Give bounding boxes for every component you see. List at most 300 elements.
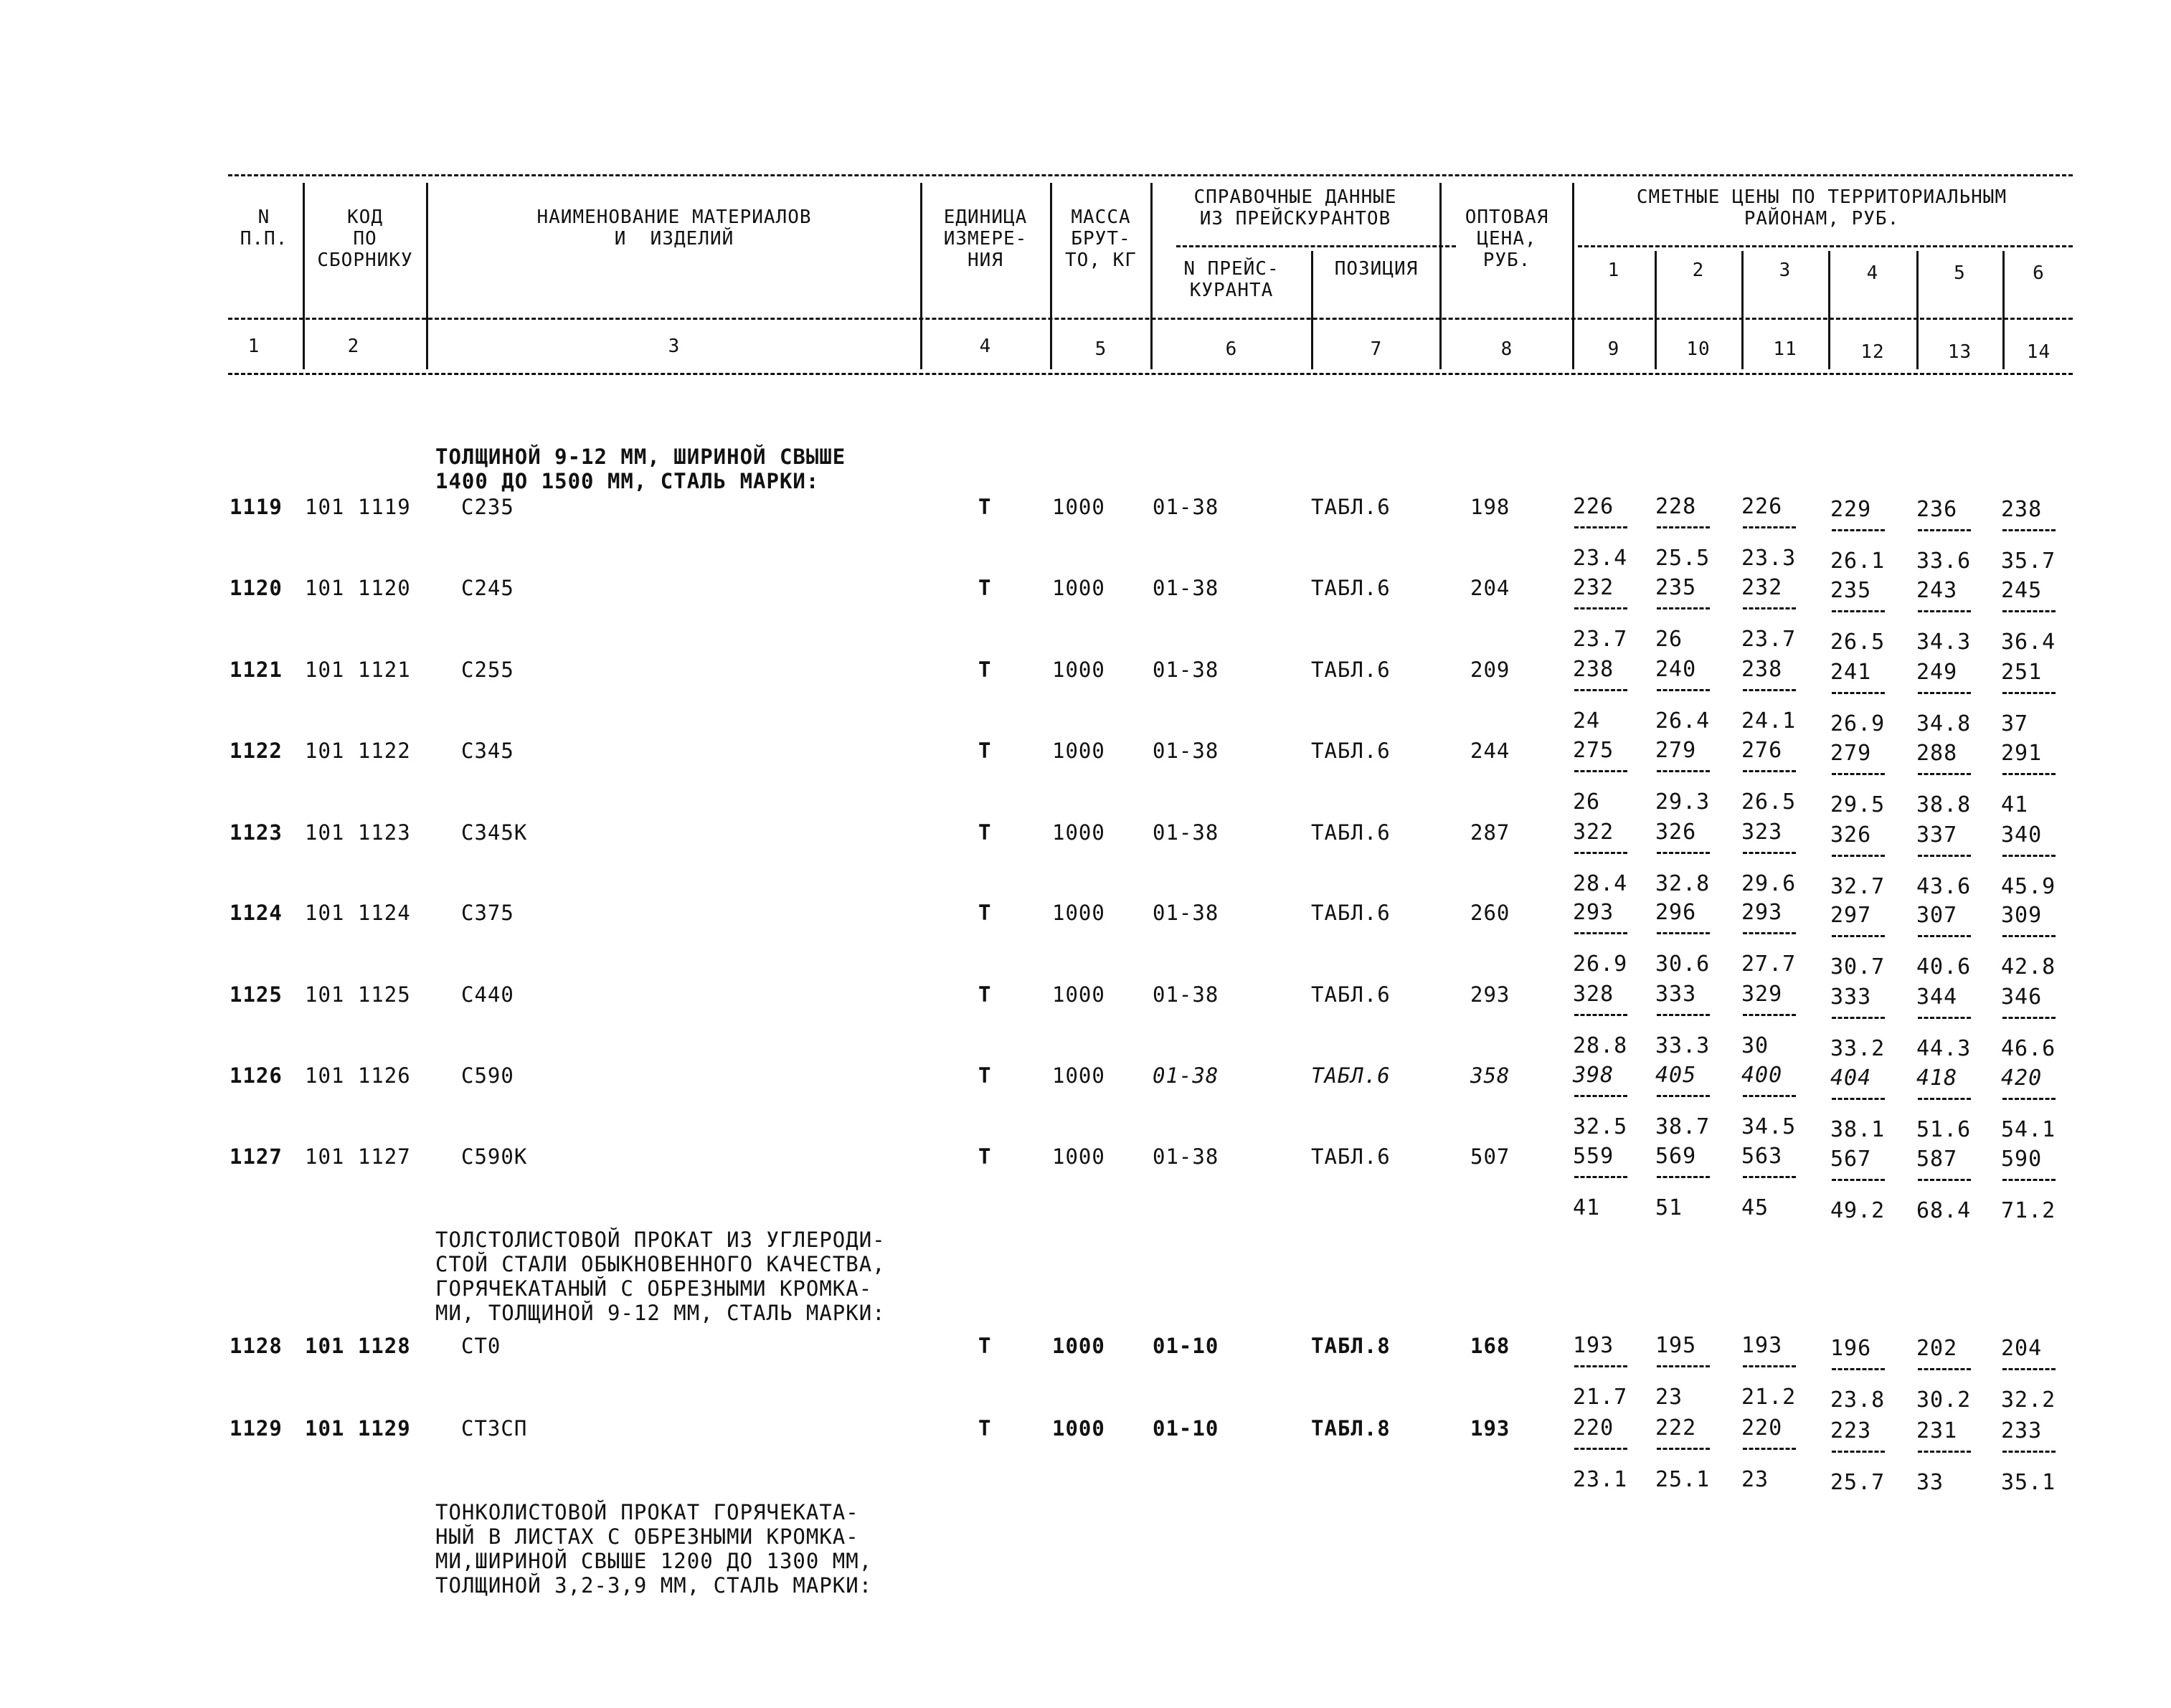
transport-region-5: 44.3 [1916, 1036, 1972, 1061]
colnum-8: 8 [1500, 338, 1513, 360]
row-wholesale: 193 [1470, 1416, 1510, 1441]
row-wholesale: 168 [1470, 1334, 1510, 1358]
price-region-5: 337 [1916, 822, 1958, 848]
price-region-1: 275 [1573, 738, 1614, 763]
price-region-1: 193 [1573, 1333, 1614, 1358]
fraction-line [1574, 852, 1627, 854]
row-number: 1121 [230, 658, 283, 682]
fraction-line [1743, 1095, 1796, 1097]
fraction-line [1657, 1176, 1710, 1178]
price-region-1: 322 [1573, 820, 1614, 845]
row-name: СТ3СП [461, 1416, 528, 1441]
price-region-4: 333 [1830, 985, 1872, 1010]
transport-region-3: 21.2 [1741, 1385, 1797, 1410]
price-sub-rule [1578, 245, 2073, 247]
row-mass: 1000 [1052, 901, 1105, 925]
transport-region-5: 51.6 [1916, 1117, 1972, 1142]
section-heading-2: ТОЛСТОЛИСТОВОЙ ПРОКАТ ИЗ УГЛЕРОДИ- СТОЙ СТАЛИ ОБЫКНОВЕННОГО КАЧЕСТВА, ГОРЯЧЕКАТАНЫЙ С ОБРЕЗНЫМИ КРОМКА- МИ, ТОЛЩИНОЙ 9-12 ММ, СТАЛЬ МАРКИ: [435, 1228, 886, 1325]
transport-region-1: 26 [1573, 789, 1601, 815]
row-position: ТАБЛ.6 [1311, 576, 1391, 600]
fraction-line [2002, 692, 2056, 694]
price-region-4: 229 [1830, 497, 1872, 522]
fraction-line [1657, 1095, 1710, 1097]
header-col5: МАССА БРУТ- ТО, КГ [1065, 207, 1137, 271]
price-region-1: 232 [1573, 575, 1614, 600]
fraction-line [1743, 1176, 1796, 1178]
transport-region-4: 29.5 [1830, 792, 1886, 817]
colnum-1: 1 [247, 336, 260, 357]
row-name: С590 [461, 1063, 514, 1088]
fraction-line [1574, 1176, 1627, 1178]
fraction-line [1832, 1098, 1885, 1100]
row-position: ТАБЛ.6 [1311, 495, 1391, 519]
fraction-line [2002, 1368, 2056, 1370]
row-position: ТАБЛ.8 [1311, 1416, 1391, 1441]
row-number: 1127 [230, 1144, 283, 1169]
fraction-line [1657, 932, 1710, 934]
row-number: 1129 [230, 1416, 283, 1441]
price-region-6: 340 [2001, 822, 2043, 848]
colnum-6: 6 [1225, 338, 1238, 360]
header-price-group: СМЕТНЫЕ ЦЕНЫ ПО ТЕРРИТОРИАЛЬНЫМ РАЙОНАМ, РУБ. [1636, 186, 2007, 229]
row-price-list: 01-38 [1153, 982, 1219, 1007]
fraction-line [2002, 1179, 2056, 1181]
fraction-line [1657, 852, 1710, 854]
transport-region-6: 45.9 [2001, 874, 2056, 899]
fraction-line [1832, 935, 1885, 937]
row-number: 1126 [230, 1063, 283, 1088]
transport-region-3: 23.7 [1741, 627, 1797, 652]
price-region-3: 563 [1741, 1144, 1783, 1169]
row-price-list: 01-38 [1153, 901, 1219, 925]
fraction-line [1743, 1365, 1796, 1367]
price-region-1: 220 [1573, 1415, 1614, 1441]
fraction-line [1918, 692, 1971, 694]
price-region-4: 326 [1830, 822, 1872, 848]
transport-region-2: 38.7 [1655, 1114, 1711, 1139]
row-position: ТАБЛ.6 [1311, 739, 1391, 763]
price-region-2: 279 [1655, 738, 1697, 763]
fraction-line [1743, 852, 1796, 854]
fraction-line [1574, 770, 1627, 772]
transport-region-2: 51 [1655, 1195, 1683, 1220]
fraction-line [1574, 1014, 1627, 1016]
transport-region-4: 25.7 [1830, 1470, 1886, 1495]
price-region-4: 241 [1830, 660, 1872, 685]
transport-region-3: 34.5 [1741, 1114, 1797, 1139]
transport-region-5: 34.3 [1916, 630, 1972, 655]
transport-region-1: 28.8 [1573, 1033, 1628, 1058]
fraction-line [1743, 1014, 1796, 1016]
row-name: СТ0 [461, 1334, 501, 1358]
transport-region-2: 26 [1655, 627, 1683, 652]
row-mass: 1000 [1052, 576, 1105, 600]
row-mass: 1000 [1052, 982, 1105, 1007]
transport-region-6: 36.4 [2001, 630, 2056, 655]
header-col1: N П.П. [240, 207, 288, 250]
price-region-6: 245 [2001, 578, 2043, 603]
transport-region-2: 23 [1655, 1385, 1683, 1410]
row-price-list: 01-10 [1153, 1416, 1219, 1441]
fraction-line [1574, 1365, 1627, 1367]
row-number: 1123 [230, 820, 283, 845]
row-code: 101 1129 [305, 1416, 411, 1441]
fraction-line [1832, 1179, 1885, 1181]
header-col6: N ПРЕЙС- КУРАНТА [1183, 258, 1280, 301]
transport-region-1: 23.7 [1573, 627, 1628, 652]
transport-region-4: 32.7 [1830, 874, 1886, 899]
transport-region-1: 41 [1573, 1195, 1601, 1220]
price-region-5: 307 [1916, 903, 1958, 928]
price-region-2: 326 [1655, 820, 1697, 845]
fraction-line [1574, 526, 1627, 528]
row-mass: 1000 [1052, 658, 1105, 682]
row-code: 101 1126 [305, 1063, 411, 1088]
price-region-5: 288 [1916, 741, 1958, 766]
price-region-5: 202 [1916, 1336, 1958, 1361]
header-ref-group: СПРАВОЧНЫЕ ДАННЫЕ ИЗ ПРЕЙСКУРАНТОВ [1193, 186, 1397, 229]
row-unit: Т [978, 901, 992, 925]
row-mass: 1000 [1052, 739, 1105, 763]
row-code: 101 1122 [305, 739, 411, 763]
header-col8: ОПТОВАЯ ЦЕНА, РУБ. [1465, 207, 1549, 271]
transport-region-1: 23.4 [1573, 546, 1628, 571]
transport-region-2: 26.4 [1655, 708, 1711, 734]
row-name: С590К [461, 1144, 528, 1169]
price-region-1: 398 [1573, 1063, 1614, 1088]
colnum-12: 12 [1860, 341, 1885, 363]
row-number: 1120 [230, 576, 283, 600]
row-mass: 1000 [1052, 1334, 1105, 1358]
price-region-3: 276 [1741, 738, 1783, 763]
row-name: С245 [461, 576, 514, 600]
transport-region-2: 29.3 [1655, 789, 1711, 815]
price-region-1: 328 [1573, 982, 1614, 1007]
transport-region-5: 30.2 [1916, 1387, 1972, 1413]
row-unit: Т [978, 820, 992, 845]
price-region-6: 233 [2001, 1418, 2043, 1443]
transport-region-6: 71.2 [2001, 1198, 2056, 1223]
row-price-list: 01-10 [1153, 1334, 1219, 1358]
price-region-5: 236 [1916, 497, 1958, 522]
transport-region-4: 49.2 [1830, 1198, 1886, 1223]
transport-region-4: 23.8 [1830, 1387, 1886, 1413]
fraction-line [2002, 1451, 2056, 1453]
price-region-2: 195 [1655, 1333, 1697, 1358]
price-region-5: 418 [1916, 1066, 1958, 1091]
row-position: ТАБЛ.6 [1311, 1144, 1391, 1169]
transport-region-4: 33.2 [1830, 1036, 1886, 1061]
row-unit: Т [978, 1144, 992, 1169]
price-region-3: 323 [1741, 820, 1783, 845]
row-wholesale: 507 [1470, 1144, 1510, 1169]
fraction-line [1574, 607, 1627, 609]
price-region-2: 235 [1655, 575, 1697, 600]
fraction-line [1743, 689, 1796, 691]
row-unit: Т [978, 658, 992, 682]
row-number: 1124 [230, 901, 283, 925]
transport-region-2: 30.6 [1655, 952, 1711, 977]
row-name: С440 [461, 982, 514, 1007]
transport-region-4: 30.7 [1830, 954, 1886, 979]
transport-region-6: 32.2 [2001, 1387, 2056, 1413]
transport-region-3: 24.1 [1741, 708, 1797, 734]
price-region-4: 223 [1830, 1418, 1872, 1443]
row-mass: 1000 [1052, 1144, 1105, 1169]
fraction-line [1743, 932, 1796, 934]
header-region-4: 4 [1866, 262, 1879, 284]
fraction-line [2002, 773, 2056, 775]
price-region-4: 567 [1830, 1147, 1872, 1172]
row-price-list: 01-38 [1153, 1144, 1219, 1169]
fraction-line [1657, 526, 1710, 528]
row-price-list: 01-38 [1153, 495, 1219, 519]
row-position: ТАБЛ.6 [1311, 820, 1391, 845]
price-region-3: 329 [1741, 982, 1783, 1007]
section-heading-1: ТОЛЩИНОЙ 9-12 ММ, ШИРИНОЙ СВЫШЕ 1400 ДО 1500 ММ, СТАЛЬ МАРКИ: [435, 445, 846, 493]
fraction-line [2002, 855, 2056, 857]
header-top-rule [228, 174, 2073, 176]
fraction-line [1743, 526, 1796, 528]
row-name: С345 [461, 739, 514, 763]
transport-region-5: 33.6 [1916, 549, 1972, 574]
colnum-13: 13 [1947, 341, 1972, 363]
vsep [426, 183, 428, 369]
row-position: ТАБЛ.8 [1311, 1334, 1391, 1358]
price-region-6: 420 [2001, 1066, 2043, 1091]
fraction-line [1832, 1368, 1885, 1370]
price-region-1: 293 [1573, 900, 1614, 925]
price-region-6: 291 [2001, 741, 2043, 766]
fraction-line [1832, 529, 1885, 531]
header-region-2: 2 [1692, 260, 1705, 281]
price-region-2: 333 [1655, 982, 1697, 1007]
row-wholesale: 244 [1470, 739, 1510, 763]
transport-region-6: 54.1 [2001, 1117, 2056, 1142]
row-code: 101 1123 [305, 820, 411, 845]
row-position: ТАБЛ.6 [1311, 658, 1391, 682]
fraction-line [1574, 1448, 1627, 1450]
fraction-line [1743, 607, 1796, 609]
row-unit: Т [978, 1416, 992, 1441]
transport-region-5: 43.6 [1916, 874, 1972, 899]
price-region-2: 405 [1655, 1063, 1697, 1088]
row-unit: Т [978, 495, 992, 519]
header-col2: КОД ПО СБОРНИКУ [317, 207, 413, 271]
transport-region-6: 42.8 [2001, 954, 2056, 979]
fraction-line [1657, 770, 1710, 772]
price-region-3: 232 [1741, 575, 1783, 600]
transport-region-1: 28.4 [1573, 871, 1628, 896]
row-unit: Т [978, 1063, 992, 1088]
fraction-line [1918, 529, 1971, 531]
price-region-6: 251 [2001, 660, 2043, 685]
fraction-line [1918, 1368, 1971, 1370]
row-price-list: 01-38 [1153, 576, 1219, 600]
price-region-2: 296 [1655, 900, 1697, 925]
header-bottom-rule [228, 373, 2073, 375]
transport-region-1: 23.1 [1573, 1467, 1628, 1492]
row-position: ТАБЛ.6 [1311, 901, 1391, 925]
transport-region-2: 25.1 [1655, 1467, 1711, 1492]
transport-region-3: 29.6 [1741, 871, 1797, 896]
transport-region-2: 33.3 [1655, 1033, 1711, 1058]
transport-region-4: 26.9 [1830, 711, 1886, 736]
transport-region-3: 23 [1741, 1467, 1769, 1492]
transport-region-3: 45 [1741, 1195, 1769, 1220]
row-wholesale: 287 [1470, 820, 1510, 845]
fraction-line [1657, 1365, 1710, 1367]
fraction-line [2002, 529, 2056, 531]
row-price-list: 01-38 [1153, 739, 1219, 763]
row-unit: Т [978, 576, 992, 600]
row-price-list: 01-38 [1153, 1063, 1219, 1088]
fraction-line [2002, 1017, 2056, 1019]
header-region-5: 5 [1954, 262, 1966, 284]
price-region-3: 220 [1741, 1415, 1783, 1441]
colnum-11: 11 [1773, 338, 1797, 360]
transport-region-5: 33 [1916, 1470, 1944, 1495]
row-code: 101 1124 [305, 901, 411, 925]
transport-region-5: 40.6 [1916, 954, 1972, 979]
fraction-line [1918, 610, 1971, 612]
row-name: С375 [461, 901, 514, 925]
price-region-1: 226 [1573, 494, 1614, 519]
ref-sub-rule [1176, 245, 1456, 247]
price-region-5: 249 [1916, 660, 1958, 685]
transport-region-3: 23.3 [1741, 546, 1797, 571]
row-name: С255 [461, 658, 514, 682]
price-region-5: 231 [1916, 1418, 1958, 1443]
colnum-14: 14 [2026, 341, 2051, 363]
price-region-4: 297 [1830, 903, 1872, 928]
header-region-1: 1 [1607, 260, 1620, 281]
price-region-4: 404 [1830, 1066, 1872, 1091]
row-code: 101 1121 [305, 658, 411, 682]
fraction-line [1918, 1451, 1971, 1453]
price-region-1: 238 [1573, 657, 1614, 682]
fraction-line [1832, 692, 1885, 694]
price-region-4: 235 [1830, 578, 1872, 603]
fraction-line [1918, 1017, 1971, 1019]
row-mass: 1000 [1052, 495, 1105, 519]
transport-region-5: 68.4 [1916, 1198, 1972, 1223]
header-region-6: 6 [2033, 262, 2045, 284]
colnum-9: 9 [1607, 338, 1620, 360]
fraction-line [2002, 610, 2056, 612]
row-name: С235 [461, 495, 514, 519]
price-region-5: 243 [1916, 578, 1958, 603]
fraction-line [1657, 607, 1710, 609]
transport-region-4: 38.1 [1830, 1117, 1886, 1142]
fraction-line [1918, 773, 1971, 775]
price-region-4: 196 [1830, 1336, 1872, 1361]
fraction-line [1918, 855, 1971, 857]
transport-region-2: 32.8 [1655, 871, 1711, 896]
price-region-4: 279 [1830, 741, 1872, 766]
price-region-1: 559 [1573, 1144, 1614, 1169]
transport-region-5: 34.8 [1916, 711, 1972, 736]
price-region-2: 228 [1655, 494, 1697, 519]
transport-region-2: 25.5 [1655, 546, 1711, 571]
row-mass: 1000 [1052, 820, 1105, 845]
fraction-line [1918, 935, 1971, 937]
transport-region-4: 26.1 [1830, 549, 1886, 574]
row-number: 1128 [230, 1334, 283, 1358]
row-mass: 1000 [1052, 1063, 1105, 1088]
colnum-2: 2 [347, 336, 360, 357]
price-region-3: 293 [1741, 900, 1783, 925]
price-region-2: 240 [1655, 657, 1697, 682]
transport-region-3: 27.7 [1741, 952, 1797, 977]
header-col7: ПОЗИЦИЯ [1334, 258, 1419, 280]
transport-region-3: 26.5 [1741, 789, 1797, 815]
fraction-line [1574, 689, 1627, 691]
row-unit: Т [978, 982, 992, 1007]
row-number: 1119 [230, 495, 283, 519]
fraction-line [1743, 1448, 1796, 1450]
price-region-3: 226 [1741, 494, 1783, 519]
price-region-5: 587 [1916, 1147, 1958, 1172]
fraction-line [1918, 1098, 1971, 1100]
fraction-line [1832, 855, 1885, 857]
fraction-line [1574, 932, 1627, 934]
row-wholesale: 358 [1470, 1063, 1510, 1088]
row-wholesale: 198 [1470, 495, 1510, 519]
row-code: 101 1127 [305, 1144, 411, 1169]
row-number: 1122 [230, 739, 283, 763]
row-position: ТАБЛ.6 [1311, 982, 1391, 1007]
price-region-2: 569 [1655, 1144, 1697, 1169]
colnum-3: 3 [668, 336, 681, 357]
price-region-3: 193 [1741, 1333, 1783, 1358]
row-code: 101 1119 [305, 495, 411, 519]
row-price-list: 01-38 [1153, 658, 1219, 682]
row-code: 101 1120 [305, 576, 411, 600]
row-number: 1125 [230, 982, 283, 1007]
fraction-line [1832, 1017, 1885, 1019]
transport-region-4: 26.5 [1830, 630, 1886, 655]
colnum-5: 5 [1094, 338, 1107, 360]
fraction-line [1574, 1095, 1627, 1097]
price-region-6: 238 [2001, 497, 2043, 522]
transport-region-6: 46.6 [2001, 1036, 2056, 1061]
price-region-5: 344 [1916, 985, 1958, 1010]
price-region-2: 222 [1655, 1415, 1697, 1441]
row-mass: 1000 [1052, 1416, 1105, 1441]
row-unit: Т [978, 739, 992, 763]
transport-region-6: 41 [2001, 792, 2029, 817]
transport-region-6: 35.7 [2001, 549, 2056, 574]
price-region-6: 590 [2001, 1147, 2043, 1172]
row-unit: Т [978, 1334, 992, 1358]
header-region-3: 3 [1779, 260, 1792, 281]
row-code: 101 1125 [305, 982, 411, 1007]
fraction-line [1657, 1448, 1710, 1450]
row-wholesale: 209 [1470, 658, 1510, 682]
transport-region-3: 30 [1741, 1033, 1769, 1058]
fraction-line [1832, 1451, 1885, 1453]
colnum-7: 7 [1370, 338, 1383, 360]
transport-region-6: 35.1 [2001, 1470, 2056, 1495]
price-region-3: 238 [1741, 657, 1783, 682]
price-region-6: 204 [2001, 1336, 2043, 1361]
header-col4: ЕДИНИЦА ИЗМЕРЕ- НИЯ [943, 207, 1028, 271]
transport-region-5: 38.8 [1916, 792, 1972, 817]
transport-region-1: 21.7 [1573, 1385, 1628, 1410]
row-price-list: 01-38 [1153, 820, 1219, 845]
fraction-line [1743, 770, 1796, 772]
